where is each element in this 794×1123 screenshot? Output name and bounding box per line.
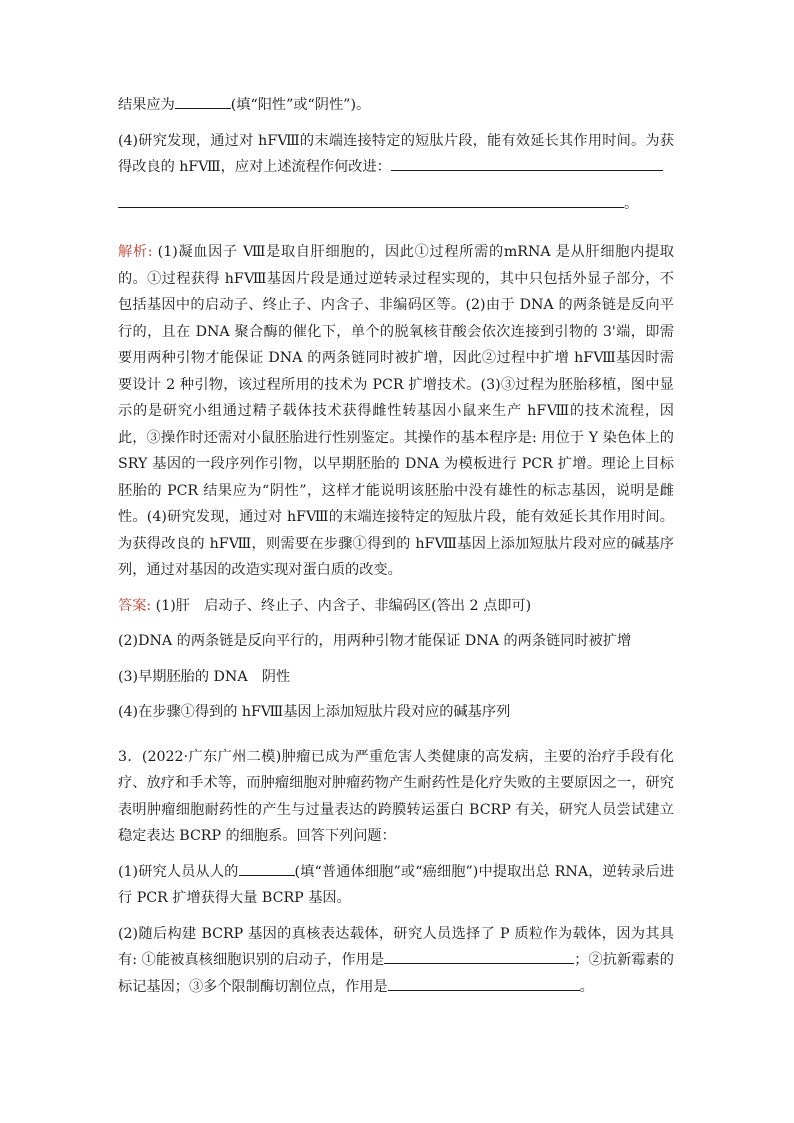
q3-part2-end: 。 <box>579 978 594 995</box>
answer-line-2 <box>118 628 674 655</box>
answer-blank[interactable] <box>118 193 624 208</box>
answer-line-1 <box>118 593 674 620</box>
analysis-paragraph <box>118 239 674 584</box>
q3-part1-prefix: (1)研究人员从人的 <box>118 863 239 880</box>
answer-4: (4)在步骤①得到的 hFⅧ基因上添加短肽片段对应的碱基序列 <box>118 704 511 720</box>
answer-2: (2)DNA 的两条链是反向平行的，用两种引物才能保证 DNA 的两条链同时被扩增 <box>118 633 632 649</box>
q3-part2-prefix: (2)随后构建 BCRP 基因的真核表达载体，研究人员选择了 P 质粒作为载体，因为其具有: ①能被真核细胞识别的启动子，作用是 <box>118 925 674 968</box>
answer-line-4 <box>118 699 674 726</box>
answer-blank[interactable] <box>391 156 663 171</box>
document-content <box>118 92 674 1000</box>
answer-3: (3)早期胚胎的 DNA 阴性 <box>118 668 291 685</box>
answer-line-3 <box>118 664 674 691</box>
answer-blank[interactable] <box>388 976 580 991</box>
q2-result-line <box>118 92 674 119</box>
q3-part1 <box>118 859 674 912</box>
q2-part4-cont <box>118 191 674 218</box>
answer-1: (1)肝 启动子、终止子、内含子、非编码区(答出 2 点即可) <box>151 597 532 614</box>
q2-part4-text: (4)研究发现，通过对 hFⅧ的末端连接特定的短肽片段，能有效延长其作用时间。为获得改良的 hFⅧ，应对上述流程作何改进： <box>118 132 674 175</box>
analysis-label: 解析: <box>118 244 153 260</box>
q2-part4 <box>118 128 674 181</box>
q3-part2 <box>118 921 674 1001</box>
analysis-text: (1)凝血因子 Ⅷ是取自肝细胞的，因此①过程所需的mRNA 是从肝细胞内提取的。①过程获得 hFⅧ基因片段是通过逆转录过程实现的，其中只包括外显子部分，不包括基因中的启动子、终止子、内含子、非编码区等。(2)由于 DNA 的两条链是反向平行的，且在 DNA 聚合酶的催化下，单个的脱氧核苷酸会依次连接到引物的 3'端，即需要用两种引物才能保证 DNA 的两条链同时被扩增，因此②过程中扩增 hFⅧ基因时需要设计 2 种引物，该过程所用的技术为 PCR 扩增技术。(3)③过程为胚胎移植，图中显示的是研究小组通过精子载体技术获得雌性转基因小鼠来生产 hFⅧ的技术流程，因此，③操作时还需对小鼠胚胎进行性别鉴定。其操作的基本程序是: 用位于 Y 染色体上的 SRY 基因的一段序列作引物，以早期胚胎的 DNA 为模板进行 PCR 扩增。理论上目标胚胎的 PCR 结果应为“阴性”，这样才能说明该胚胎中没有雄性的标志基因，说明是雌性。(4)研究发现，通过对 hFⅧ的末端连接特定的短肽片段，能有效延长其作用时间。为获得改良的 hFⅧ，则需要在步骤①得到的 hFⅧ基因上添加短肽片段对应的碱基序列，通过对基因的改造实现对蛋白质的改变。 <box>118 244 674 578</box>
q3-stem <box>118 744 674 850</box>
answer-blank[interactable] <box>175 94 231 109</box>
q2-result-prefix: 结果应为 <box>118 97 175 113</box>
q3-stem-text: 3．(2022·广东广州二模)肿瘤已成为严重危害人类健康的高发病，主要的治疗手段有化疗、放疗和手术等，而肿瘤细胞对肿瘤药物产生耐药性是化疗失败的主要原因之一，研究表明肿瘤细胞耐药性的产生与过量表达的跨膜转运蛋白 BCRP 有关，研究人员尝试建立稳定表达 BCRP 的细胞系。回答下列问题： <box>118 748 674 844</box>
q3-part2-mid: ；②抗新霉素的标记基因；③多个限制酶切割位点，作用是 <box>118 952 674 995</box>
answer-label: 答案: <box>118 597 152 614</box>
q2-part4-end: 。 <box>624 195 639 212</box>
answer-blank[interactable] <box>239 861 295 876</box>
q3-part1-suffix: (填“普通体细胞”或“癌细胞”)中提取出总 RNA，逆转录后进行 PCR 扩增获得大量 BCRP 基因。 <box>118 863 675 906</box>
q2-result-suffix: (填“阳性”或“阴性”)。 <box>230 97 371 113</box>
answer-blank[interactable] <box>384 949 574 964</box>
